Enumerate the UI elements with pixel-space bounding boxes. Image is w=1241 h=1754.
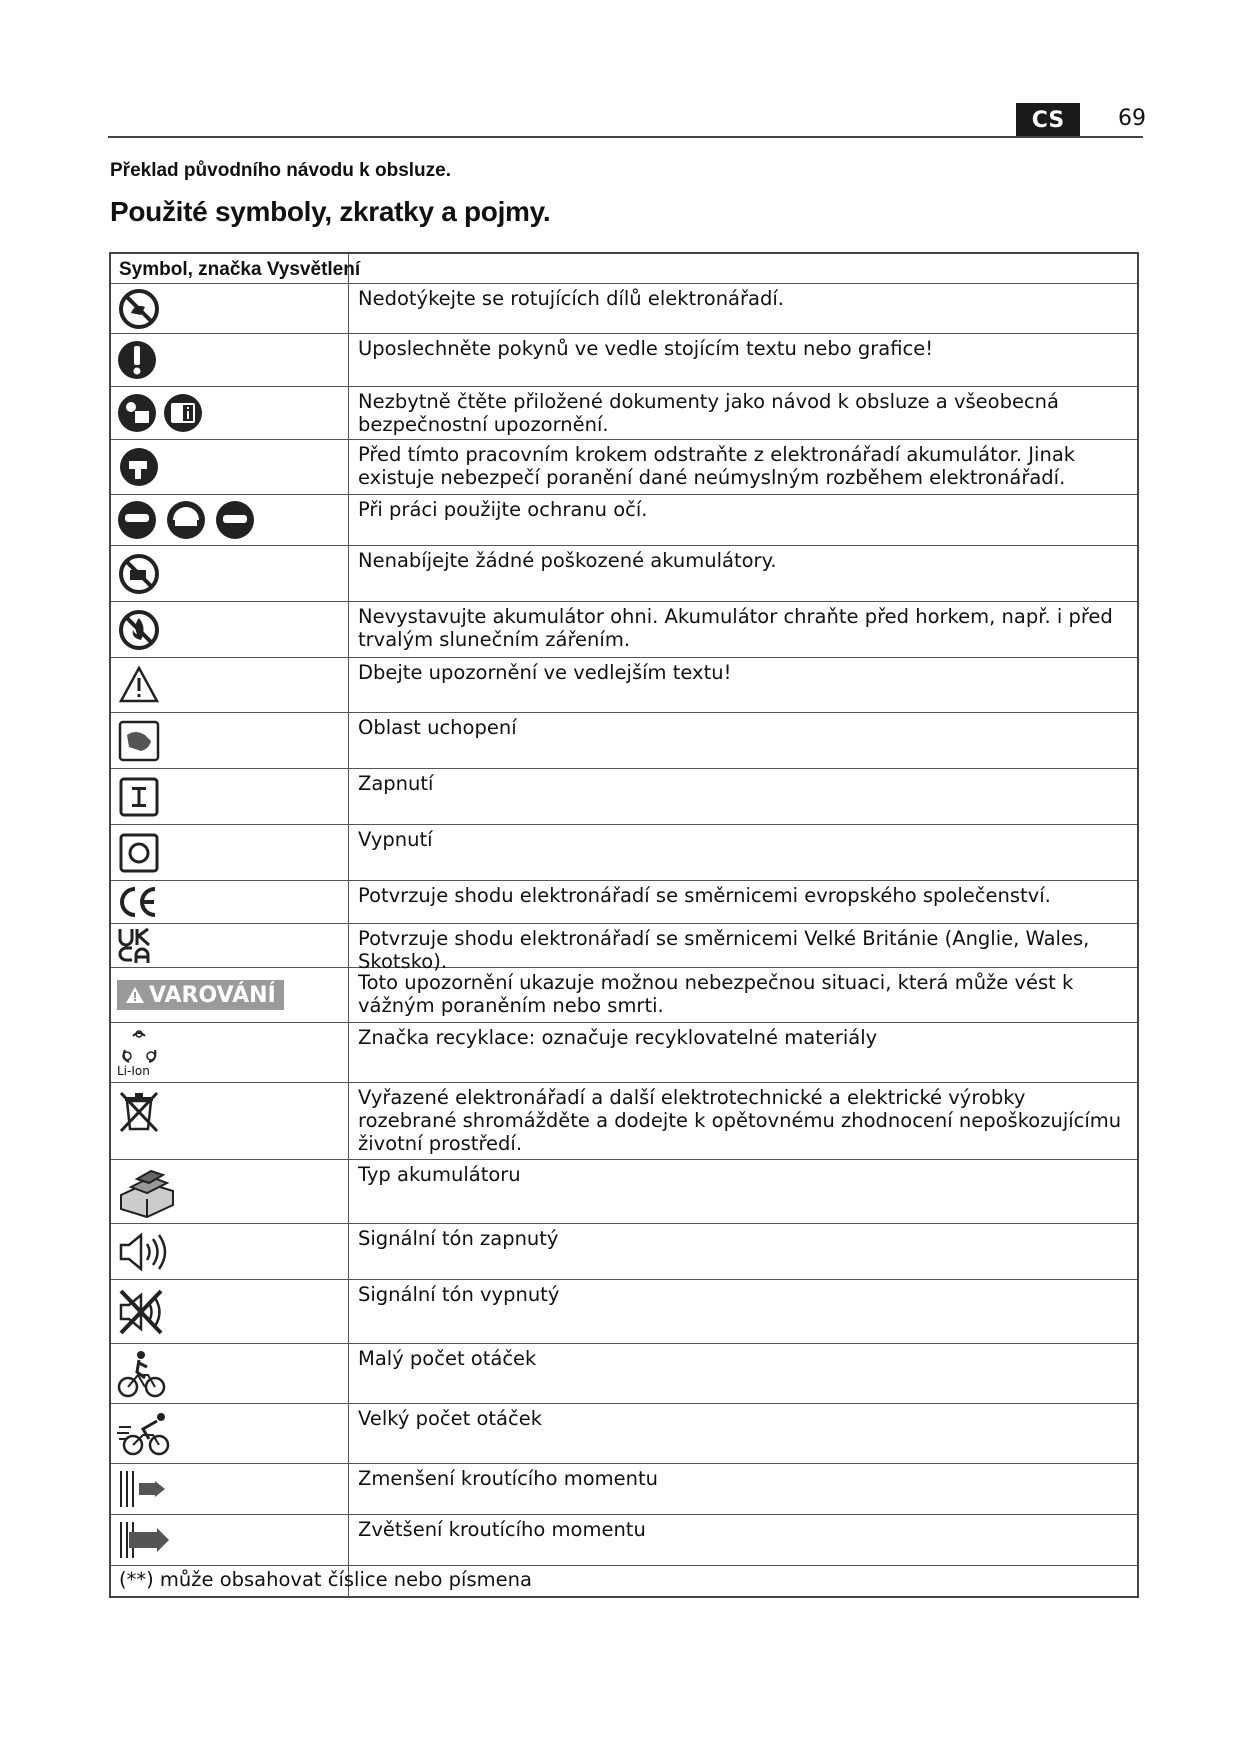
row-text: Vypnutí [358,828,433,851]
document-subtitle: Překlad původního návodu k obsluze. [110,160,451,181]
table-row [111,546,1137,602]
table-row [111,387,1137,440]
row-text: Zapnutí [358,772,434,795]
torque-decrease-icon [117,1467,169,1511]
read-manual-icon [117,391,207,435]
speaker-off-icon [117,1287,167,1337]
table-footer [111,1566,1137,1596]
table-row [111,284,1137,334]
table-row [111,1160,1137,1224]
table-row [111,713,1137,769]
li-ion-label: Li-Ion [117,1063,150,1078]
weee-bin-icon [117,1089,161,1135]
ce-mark-icon [117,885,161,919]
table-row [111,769,1137,825]
table-row [111,881,1137,924]
row-text: Značka recyklace: označuje recyklovatelné materiály [358,1026,878,1049]
warning-label-text: VAROVÁNÍ [149,982,276,1008]
speaker-on-icon [117,1230,167,1274]
table-row [111,1515,1137,1566]
no-charge-damaged-battery-icon [117,552,161,596]
row-text: Potvrzuje shodu elektronářadí se směrnicemi Velké Británie (Anglie, Wales, Skotsko). [358,927,1090,973]
power-off-icon [117,831,161,875]
table-row [111,1083,1137,1160]
symbols-table [109,252,1139,1598]
row-text: Dbejte upozornění ve vedlejším textu! [358,661,732,684]
table-row [111,1404,1137,1464]
row-text: Uposlechněte pokynů ve vedle stojícím textu nebo grafice! [358,337,934,360]
row-text: Signální tón zapnutý [358,1227,559,1250]
table-row [111,334,1137,387]
row-text: Potvrzuje shodu elektronářadí se směrnicemi evropského společenství. [358,884,1051,907]
language-badge: CS [1016,103,1080,137]
row-text: Před tímto pracovním krokem odstraňte z elektronářadí akumulátor. Jinak existuje nebezpečí poranění dané neúmyslným rozběhem elektronářadí. [358,443,1076,489]
row-text: Nezbytně čtěte přiložené dokumenty jako návod k obsluze a všeobecná bezpečnostní upozornění. [358,390,1059,436]
remove-battery-icon [117,445,161,489]
fast-cyclist-icon [117,1409,173,1459]
table-row [111,440,1137,495]
table-row [111,1224,1137,1280]
slow-cyclist-icon [117,1349,167,1399]
row-text: Při práci použijte ochranu očí. [358,498,648,521]
torque-increase-icon [117,1518,173,1562]
row-text: Zmenšení kroutícího momentu [358,1467,658,1490]
row-text: Typ akumulátoru [358,1163,521,1186]
table-footer-note: (**) může obsahovat číslice nebo písmena [119,1568,532,1591]
row-text: Nedotýkejte se rotujících dílů elektronářadí. [358,287,784,310]
mandatory-exclamation-icon [117,338,157,382]
no-touch-rotating-icon [117,287,161,331]
table-row [111,1464,1137,1515]
grip-area-icon [117,719,161,763]
warning-label-icon [117,980,284,1010]
row-text: Nevystavujte akumulátor ohni. Akumulátor chraňte před horkem, např. i před trvalým slunečním zářením. [358,605,1113,651]
table-header-label: Symbol, značka Vysvětlení [119,259,361,280]
table-row [111,658,1137,713]
row-text: Toto upozornění ukazuje možnou nebezpečnou situaci, která může vést k vážným poraněním nebo smrti. [358,971,1074,1017]
ukca-mark-icon [117,927,157,965]
header-rule [108,136,1143,138]
row-text: Vyřazené elektronářadí a další elektrotechnické a elektrické výrobky rozebrané shromážděte a dodejte k opětovnému zhodnocení nepoškozujícímu životní prostředí. [358,1086,1122,1155]
table-row [111,602,1137,658]
no-fire-battery-icon [117,608,161,652]
row-text: Nenabíjejte žádné poškozené akumulátory. [358,549,777,572]
page-number: 69 [1118,106,1146,131]
table-row [111,924,1137,973]
table-row [111,1344,1137,1404]
row-text: Oblast uchopení [358,716,517,739]
table-row [111,1280,1137,1344]
recycling-icon [117,1028,161,1068]
row-text: Velký počet otáček [358,1407,542,1430]
power-on-icon [117,775,161,819]
page-title: Použité symboly, zkratky a pojmy. [110,196,551,227]
eye-protection-icon [117,498,257,542]
table-row [111,495,1137,546]
row-text: Zvětšení kroutícího momentu [358,1518,646,1541]
battery-pack-icon [117,1165,177,1219]
table-row [111,968,1137,1023]
row-text: Signální tón vypnutý [358,1283,560,1306]
row-text: Malý počet otáček [358,1347,537,1370]
table-row [111,1023,1137,1083]
warning-triangle-icon [125,986,145,1004]
warning-triangle-icon [117,663,161,707]
table-row [111,825,1137,881]
table-header [111,254,1137,284]
